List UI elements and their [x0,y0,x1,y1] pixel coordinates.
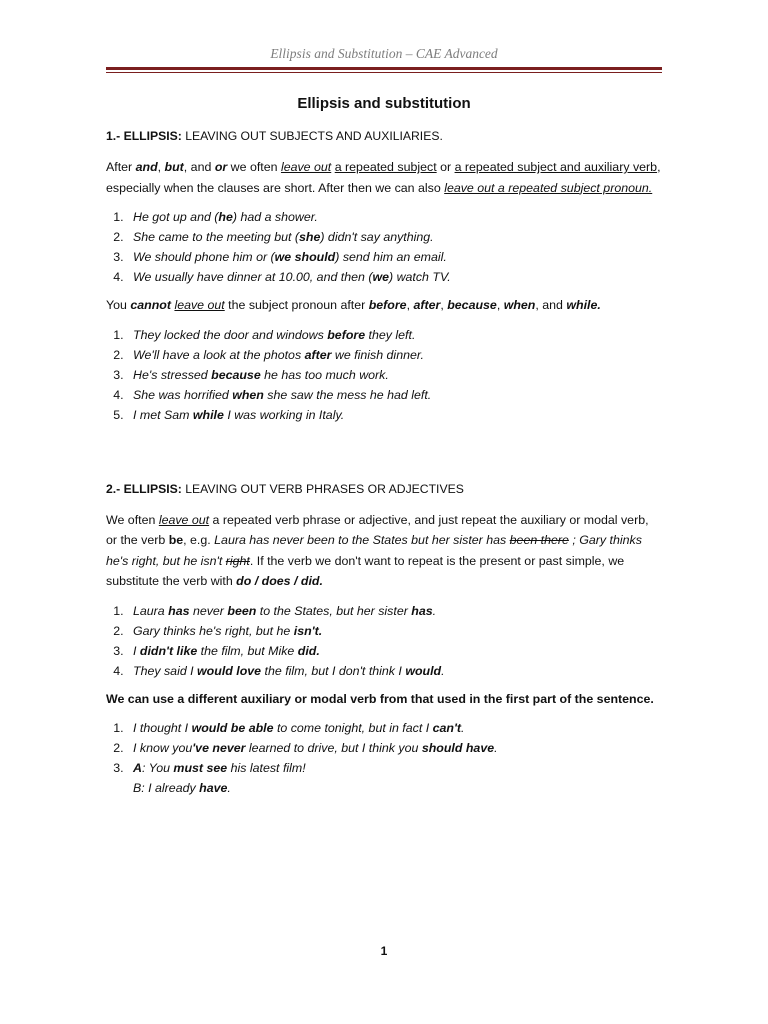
section1-heading [106,126,662,146]
text: , especially when the clauses are short. After then we can also [106,160,661,195]
list-item [127,325,662,345]
list-item [127,641,662,661]
text: , [157,160,165,174]
underlined-repeated-subject-aux: a repeated subject and auxiliary verb [454,160,658,174]
list-item [127,601,662,621]
text: I [133,643,140,658]
struck-out-text: right [225,553,250,568]
text: to come tonight, but in fact I [273,721,433,735]
text: Gary thinks he's right, but he [133,623,294,638]
text: . [227,781,231,795]
text: , and [183,160,215,174]
text: to the States, but her sister [256,603,412,618]
section1-examples2-list [106,325,662,425]
keyword-do-does-did: do / does / did. [236,574,323,588]
list-item [127,738,662,758]
list-item [127,227,662,247]
text: He got up and ( [133,210,219,224]
document-title: Ellipsis and substitution [297,95,471,112]
page-number: 1 [380,944,388,958]
bold-word: when [232,387,264,402]
text: the film, but I don't think I [261,663,406,678]
text: We'll have a look at the photos [133,347,305,362]
underlined-leave-out: leave out [174,298,225,312]
text: He's stressed [133,367,212,382]
section-gap [106,433,662,467]
text: They locked the door and windows [133,327,328,342]
text: . [432,603,437,618]
text: ) didn't say anything. [320,230,434,244]
section1-intro [106,157,662,198]
bold-word: before [327,327,366,342]
header-rule-thin [106,72,662,73]
section2-heading [106,479,662,499]
section2-intro [106,510,662,592]
text: never [189,603,228,618]
bold-word: should have [421,741,495,755]
text: I thought I [133,721,192,735]
list-item [127,365,662,385]
section1-heading-number: 1.- [106,129,124,143]
text: We usually have dinner at 10.00, and then ( [133,270,373,284]
bold-word: we [372,270,390,284]
text: , [440,298,448,312]
keyword-but: but [164,160,184,174]
text: learned to drive, but I think you [245,741,422,755]
bold-word: has [168,603,190,618]
underlined-leave-out-pronoun: leave out a repeated subject pronoun. [444,180,653,195]
list-item [127,621,662,641]
section1-heading-text: LEAVING OUT SUBJECTS AND AUXILIARIES. [181,129,443,143]
bold-word: can't [432,721,462,735]
bold-word: we should [274,250,336,264]
keyword-before: before [368,298,407,312]
bold-word: while [192,407,224,422]
list-item [127,758,662,798]
text: . [441,663,445,678]
struck-out-text: been there [509,533,569,547]
list-item [127,385,662,405]
text: She came to the meeting but ( [133,230,299,244]
bold-word: he [218,210,233,224]
keyword-cannot: cannot [130,298,171,312]
section2-different-rule: We can use a different auxiliary or modal verb from that used in the first part of the sentence. [106,691,654,706]
text: After [106,160,136,174]
text: . [461,721,465,735]
bold-word: 've never [192,741,246,755]
keyword-when: when [503,298,536,312]
bold-word: would be able [191,721,274,735]
bold-word: after [304,347,332,362]
example-text: Laura has never been to the States but her sister has [214,533,510,547]
list-item [127,345,662,365]
text: We often [106,512,159,527]
section1-heading-keyword: ELLIPSIS: [123,129,182,143]
bold-word: has [411,603,433,618]
text: : I already [141,781,200,795]
text: She was horrified [133,387,233,402]
list-item [127,267,662,287]
text: , and [535,298,567,312]
section2-heading-number: 2.- [106,481,124,496]
bold-word: she [299,230,321,244]
list-item [127,247,662,267]
document-body [106,94,662,806]
keyword-or: or [214,160,228,174]
underlined-repeated-subject: a repeated subject [334,160,437,174]
example-text: ; Gary thinks he's right, but he isn't [106,533,642,568]
bold-word: have [199,781,228,795]
bold-word: because [211,367,261,382]
bold-word: didn't like [139,643,198,658]
section2-examples2-list [106,718,662,798]
text: she saw the mess he had left. [263,387,432,402]
text: his latest film! [227,761,306,775]
text: the subject pronoun after [224,298,369,312]
bold-word: isn't. [293,623,323,638]
list-item [127,405,662,425]
keyword-after: after [413,298,441,312]
list-item [127,207,662,227]
section2-heading-text: LEAVING OUT VERB PHRASES OR ADJECTIVES [181,481,464,496]
speaker-b-label: B [133,781,142,795]
text: he has too much work. [260,367,389,382]
text: You [106,298,131,312]
bold-word: would [405,663,442,678]
text: , [496,298,504,312]
text: We should phone him or ( [133,250,275,264]
text: . [494,741,498,755]
text: we finish dinner. [331,347,424,362]
speaker-a-label: A [133,761,142,775]
underlined-leave-out: leave out [280,160,332,174]
text: a repeated verb phrase or adjective, and just repeat the auxiliary or modal verb, or the verb [106,512,649,547]
running-header: Ellipsis and Substitution – CAE Advanced [270,46,498,61]
text: ) had a shower. [232,210,318,224]
text: . If the verb we don't want to repeat is the present or past simple, we substitute the verb with [106,553,625,588]
underlined-leave-out: leave out [158,512,210,527]
section2-examples-list [106,601,662,681]
bold-word: been [227,603,257,618]
header-rule-thick [106,67,662,70]
text: or [436,160,455,174]
keyword-and: and [135,160,158,174]
text: ) send him an email. [335,250,447,264]
text: we often [227,160,281,174]
section1-cannot-rule [106,295,662,316]
text: I was working in Italy. [223,407,345,422]
text: Laura [133,603,169,618]
text: , [406,298,414,312]
keyword-while: while. [566,298,601,312]
keyword-be: be [168,533,184,547]
bold-word: did. [297,643,320,658]
list-item [127,661,662,681]
text: : You [141,761,174,775]
keyword-because: because [447,298,497,312]
bold-word: would love [197,663,262,678]
text: I know you [133,741,193,755]
list-item [127,718,662,738]
bold-word: must see [173,761,228,775]
section2-heading-keyword: ELLIPSIS: [123,481,182,496]
text: ) watch TV. [389,270,451,284]
text: the film, but Mike [197,643,298,658]
text: I met Sam [133,407,193,422]
text: they left. [365,327,416,342]
text: , e.g. [183,533,215,547]
section1-examples-list [106,207,662,287]
text: They said I [133,663,198,678]
